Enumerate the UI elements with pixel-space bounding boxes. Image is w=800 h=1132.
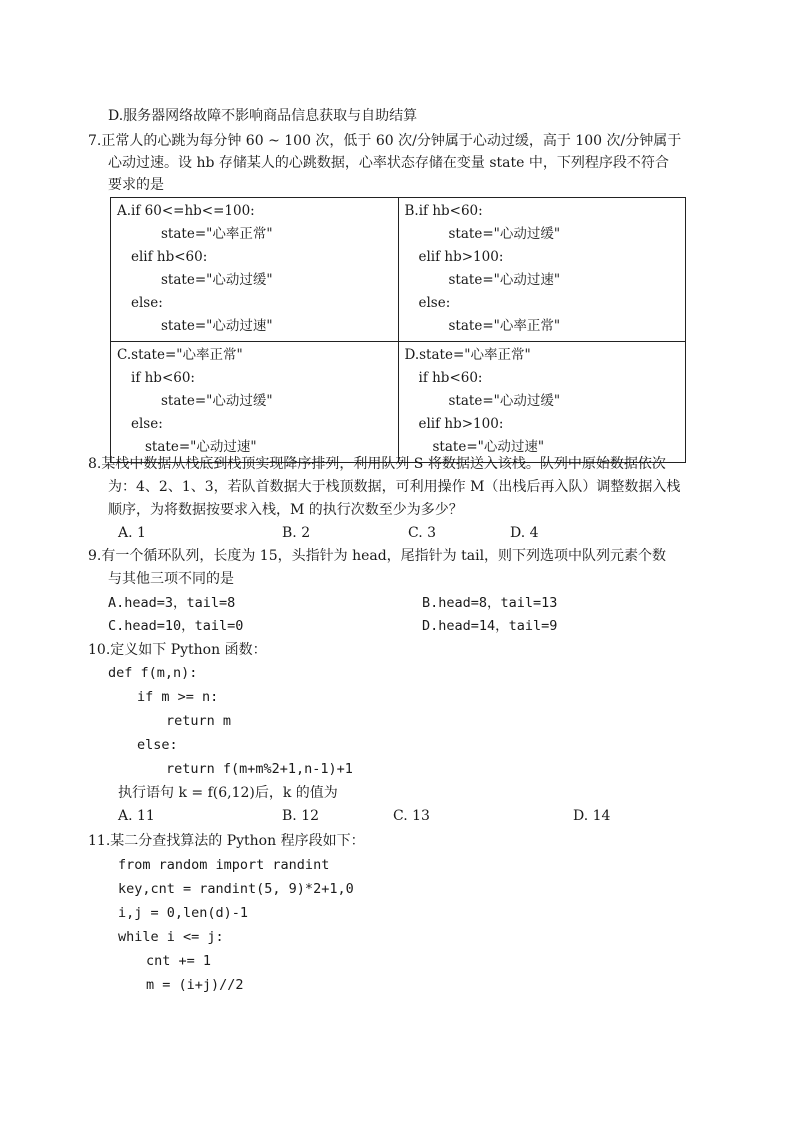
q11-code-line: cnt += 1 [146,953,212,969]
q10-code-line: else: [137,737,178,753]
code-line: else: [418,295,451,311]
q8-stem-line-2: 为：4、2、1、3，若队首数据大于栈顶数据，可利用操作 M（出栈后再入队）调整数据入栈 [108,479,681,495]
code-line: state="心动过缓" [161,272,273,288]
q10-stem: 10.定义如下 Python 函数： [88,642,267,658]
q11-stem: 11.某二分查找算法的 Python 程序段如下： [88,833,365,849]
q8-option-d: D. 4 [510,525,539,541]
code-line: elif hb<60: [131,249,208,265]
q10-code-line: return f(m+m%2+1,n-1)+1 [166,761,353,777]
q9-option-a: A.head=3，tail=8 [108,595,236,611]
q7-stem-line-3: 要求的是 [108,177,164,193]
q10-option-c: C. 13 [393,808,430,824]
code-line: state="心动过速" [161,318,273,334]
q8-option-a: A. 1 [118,525,146,541]
q7-stem-line-2: 心动过速。设 hb 存储某人的心跳数据，心率状态存储在变量 state 中，下列程序段不符合 [108,155,669,171]
code-line: state="心动过速" [145,439,257,455]
q8-stem-line-3: 顺序，为将数据按要求入栈，M 的执行次数至少为多少？ [108,502,463,518]
q9-option-b: B.head=8，tail=13 [422,595,558,611]
q8-option-b: B. 2 [282,525,311,541]
q11-code-line: m = (i+j)//2 [146,977,244,993]
q7-options-table [110,197,686,463]
code-line: state="心动过缓" [448,393,561,409]
q9-option-d: D.head=14，tail=9 [422,618,558,634]
q9-stem-line-1: 9.有一个循环队列，长度为 15，头指针为 head，尾指针为 tail，则下列选项中队列元素个数 [88,548,667,564]
q9-option-c: C.head=10，tail=0 [108,618,244,634]
code-line: else: [131,416,163,432]
q10-code-line: if m >= n: [137,689,219,705]
code-line: state="心率正常" [448,318,561,334]
q11-code-line: from random import randint [118,857,330,873]
q10-after: 执行语句 k = f(6,12)后，k 的值为 [118,785,338,801]
code-line: state="心动过速" [432,439,545,455]
q6-option-d: D.服务器网络故障不影响商品信息获取与自助结算 [108,108,418,124]
q10-option-b: B. 12 [282,808,320,824]
q11-code-line: i,j = 0,len(d)-1 [118,905,249,921]
q7-option-a [111,198,399,342]
q9-stem-line-2: 与其他三项不同的是 [108,571,234,587]
q7-option-b [398,198,686,342]
q7-option-c [111,342,399,463]
q7-option-d [398,342,686,463]
code-line: state="心动过速" [448,272,561,288]
code-line: if hb<60: [131,370,195,386]
q10-option-d: D. 14 [573,808,611,824]
q10-code-line: def f(m,n): [108,665,198,681]
code-line: C.state="心率正常" [117,347,243,363]
code-line: elif hb>100: [418,416,504,432]
q11-code-line: key,cnt = randint(5, 9)*2+1,0 [118,881,354,897]
code-line: A.if 60<=hb<=100: [117,203,255,219]
code-line: state="心动过缓" [161,393,273,409]
code-line: D.state="心率正常" [404,347,531,363]
q8-option-c: C. 3 [408,525,437,541]
code-line: state="心动过缓" [448,226,561,242]
code-line: if hb<60: [418,370,483,386]
q8-stem-line-1: 8.某栈中数据从栈底到栈顶实现降序排列，利用队列 S 将数据送入该栈。队列中原始数据依次 [88,456,666,472]
code-line: state="心率正常" [161,226,273,242]
q7-stem-line-1: 7.正常人的心跳为每分钟 60 ~ 100 次，低于 60 次/分钟属于心动过缓，高于 100 次/分钟属于 [88,133,682,149]
code-line: else: [131,295,163,311]
code-line: B.if hb<60: [404,203,483,219]
q10-code-line: return m [166,713,232,729]
code-line: elif hb>100: [418,249,504,265]
q10-option-a: A. 11 [118,808,155,824]
q11-code-line: while i <= j: [118,929,224,945]
